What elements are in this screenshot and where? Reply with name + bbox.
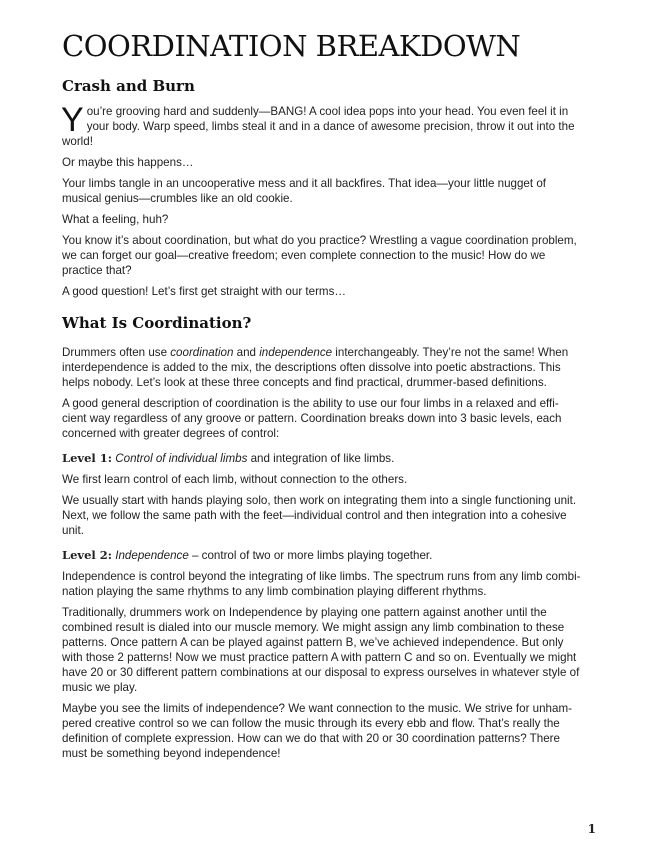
text-line: must be something beyond independence! [62,747,281,760]
text-line: combined result is dialed into our muscle memory. We might assign any limb combination to these [62,621,565,634]
section-heading-what-is-coordination: What Is Coordination? [62,314,252,332]
text-line: with those 2 patterns! Now we must practice pattern A with pattern C and so on. Eventually we might [62,651,577,664]
italic-term: independence [259,346,333,359]
paragraph [62,345,602,390]
paragraph [62,396,602,441]
text-line: Independence is control beyond the integrating of like limbs. The spectrum runs from any limb combi- [62,570,581,583]
text-line: cient way regardless of any groove or pattern. Coordination breaks down into 3 basic levels, each [62,412,562,425]
text-line: Maybe you see the limits of independence? We want connection to the music. We strive for unham- [62,702,572,715]
page-number: 1 [587,822,596,836]
text-line: helps nobody. Let’s look at these three concepts and find practical, drummer-based definitions. [62,376,547,389]
document-page [62,28,602,767]
text-line: interdependence is added to the mix, the descriptions often dissolve into poetic abstractions. This [62,361,561,374]
paragraph: A good question! Let’s first get straight with our terms… [62,285,346,298]
paragraph [62,493,602,538]
text: and integration of like limbs. [247,452,395,465]
text-line: world! [62,135,93,148]
text-line: Traditionally, drummers work on Independence by playing one pattern against another until the [62,606,547,619]
text-line: patterns. Once pattern A can be played against pattern B, we’ve achieved independence. But only [62,636,564,649]
text-line: We usually start with hands playing solo, then work on integrating them into a single functioning unit. [62,494,577,507]
section-heading-crash-and-burn: Crash and Burn [62,77,195,95]
text-line: definition of complete expression. How can we do that with 20 or 30 coordination patterns? There [62,732,560,745]
text-line: pered creative control so we can follow the music through its every ebb and flow. That’s really the [62,717,560,730]
italic-term: Control of individual limbs [115,452,248,465]
text-line: your body. Warp speed, limbs steal it and in a dance of awesome precision, throw it out into the [86,120,575,133]
text-line: concerned with greater degrees of control: [62,427,280,440]
text-line: unit. [62,524,84,537]
level-2-heading [62,548,602,563]
paragraph [62,569,602,599]
text-line: we can forget our goal—creative freedom; even complete connection to the music! How do we [62,249,546,262]
italic-term: coordination [170,346,234,359]
text: interchangeably. They’re not the same! When [332,346,569,359]
text-line: A good general description of coordination is the ability to use our four limbs in a relaxed and effi- [62,397,559,410]
text: – control of two or more limbs playing together. [188,549,433,562]
paragraph [62,701,602,761]
paragraph [62,605,602,695]
paragraph: What a feeling, huh? [62,213,169,226]
text-line: have 20 or 30 different pattern combinations at our disposal to express ourselves in whatever style of [62,666,580,679]
level-1-heading [62,451,602,466]
italic-term: Independence [115,549,189,562]
text-line: musical genius—crumbles like an old cookie. [62,192,293,205]
text-line [62,345,602,360]
text: and [233,346,260,359]
page-title: COORDINATION BREAKDOWN [62,29,521,63]
text-line: You know it’s about coordination, but what do you practice? Wrestling a vague coordination problem, [62,234,577,247]
level-label: Level 1: [62,451,113,465]
paragraph [61,101,602,149]
paragraph: We first learn control of each limb, without connection to the others. [62,473,408,486]
text-line: practice that? [62,264,132,277]
drop-cap: Y [61,101,84,139]
paragraph [62,176,602,206]
text-line: nation playing the same rhythms to any limb combination playing different rhythms. [62,585,487,598]
text-line: Your limbs tangle in an uncooperative mess and it all backfires. That idea—your little nugget of [62,177,546,190]
text-line: ou’re grooving hard and suddenly—BANG! A cool idea pops into your head. You even feel it in [86,105,569,118]
paragraph [62,233,602,278]
text-line: Next, we follow the same path with the feet—individual control and then integration into a cohesive [62,509,567,522]
paragraph: Or maybe this happens… [62,156,194,169]
text: Drummers often use [62,346,171,359]
text-line: music we play. [62,681,138,694]
level-label: Level 2: [62,548,113,562]
